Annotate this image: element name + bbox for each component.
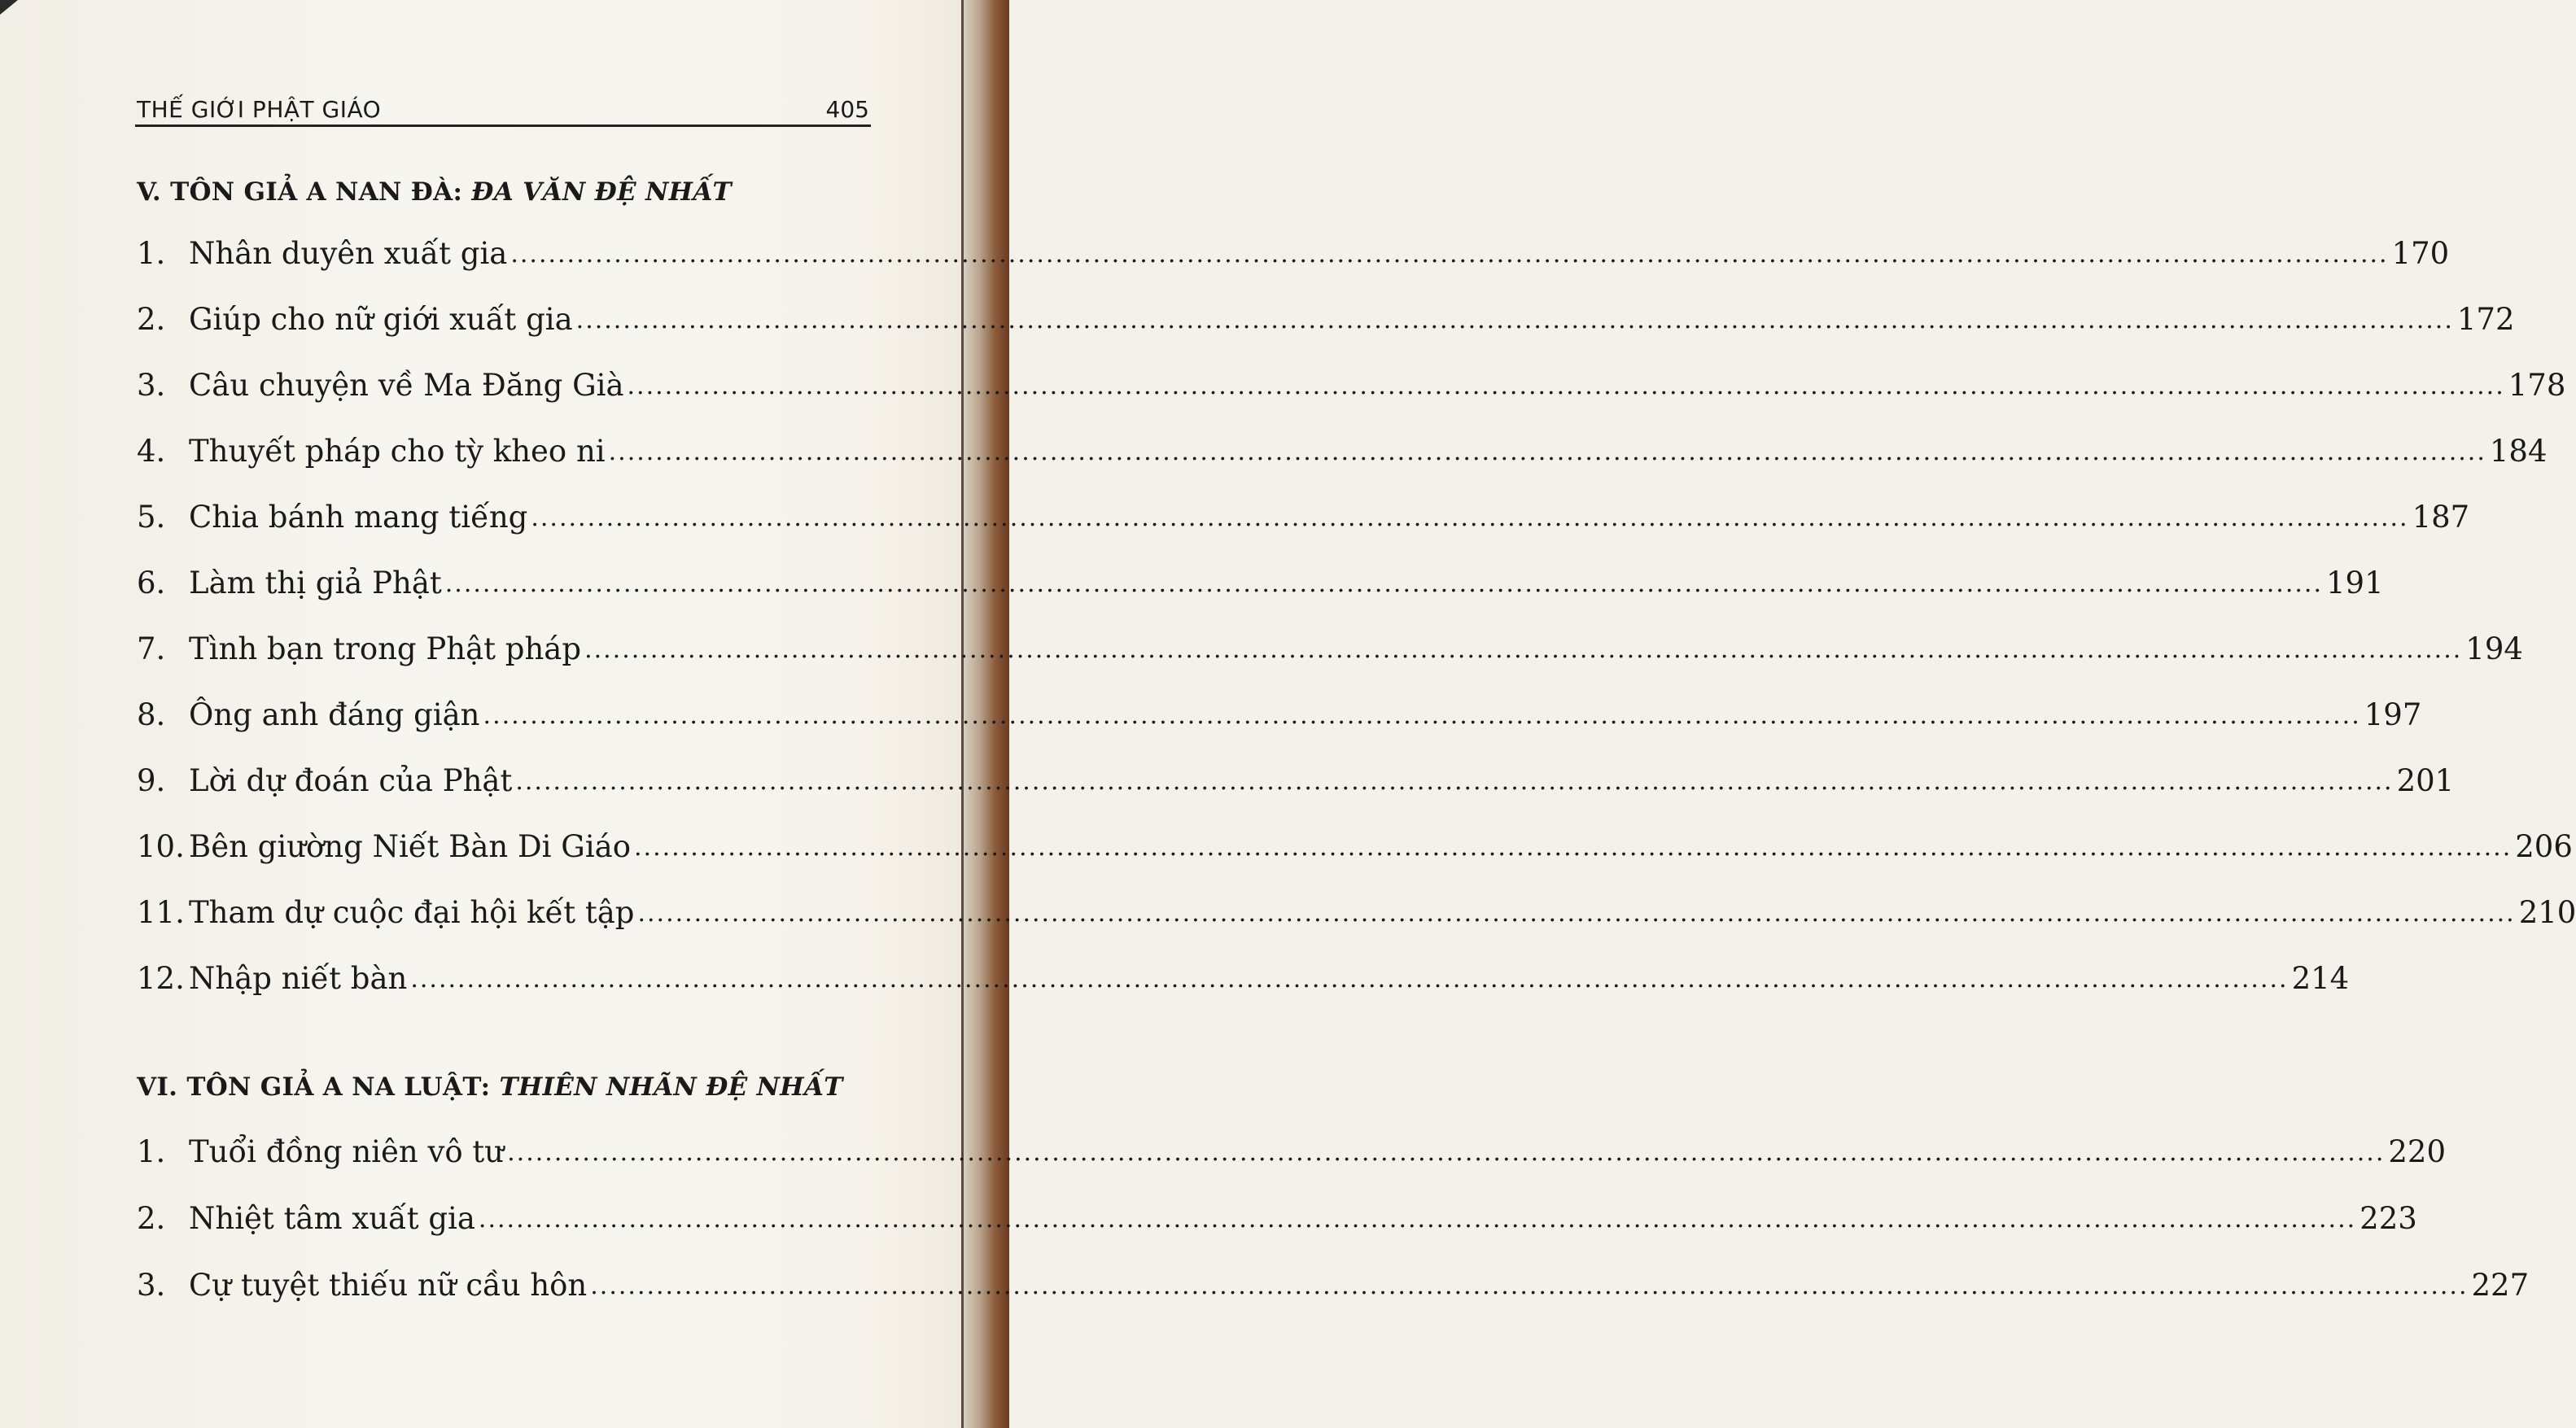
page-number: 405: [825, 96, 869, 123]
toc-entry-title: Nhiệt tâm xuất gia: [189, 1201, 475, 1236]
toc-entry-number: 2.: [137, 1201, 166, 1236]
toc-entry-page: 220: [2388, 1134, 2446, 1169]
toc-entry-title: Nhập niết bàn: [189, 961, 408, 996]
toc-entry-page: 210: [2518, 895, 2576, 930]
toc-entry: [137, 697, 2422, 736]
toc-entry-page: 206: [2515, 829, 2573, 864]
toc-entry-page: 214: [2291, 961, 2350, 996]
dot-leader: ........................................................................................................................................................................................................: [590, 1272, 2469, 1300]
toc-entry-page: 197: [2364, 697, 2422, 732]
dot-leader: ........................................................................................................................................................................................................: [634, 833, 2513, 862]
toc-entry-page: 201: [2396, 763, 2455, 798]
toc-entry-title: Nhân duyên xuất gia: [189, 236, 508, 271]
toc-entry-page: 184: [2489, 434, 2548, 469]
dot-leader: ........................................................................................................................................................................................................: [507, 1138, 2386, 1167]
toc-entry: [137, 1201, 2417, 1240]
toc-entry-title: Cự tuyệt thiếu nữ cầu hôn: [189, 1268, 588, 1303]
dot-leader: ........................................................................................................................................................................................................: [515, 767, 2394, 796]
dot-leader: ........................................................................................................................................................................................................: [510, 240, 2389, 269]
dot-leader: ........................................................................................................................................................................................................: [575, 306, 2454, 334]
toc-entry-title: Tuổi đồng niên vô tư: [189, 1134, 505, 1169]
toc-entry-title: Câu chuyện về Ma Đăng Già: [189, 368, 624, 403]
toc-entry-title: Thuyết pháp cho tỳ kheo ni: [189, 434, 606, 469]
toc-entry: [137, 236, 2450, 275]
toc-entry-title: Lời dự đoán của Phật: [189, 763, 513, 798]
toc-entry-page: 178: [2508, 368, 2566, 403]
toc-entry-page: 187: [2412, 500, 2470, 535]
toc-entry-number: 2.: [137, 302, 166, 337]
toc-entry: [137, 434, 2548, 473]
toc-entry-title: Chia bánh mang tiếng: [189, 500, 528, 535]
section-heading-subtitle: THIÊN NHÃN ĐỆ NHẤT: [499, 1072, 843, 1102]
dot-leader: ........................................................................................................................................................................................................: [627, 372, 2505, 400]
dot-leader: ........................................................................................................................................................................................................: [444, 570, 2323, 598]
dot-leader: ........................................................................................................................................................................................................: [637, 899, 2516, 928]
toc-entry-number: 4.: [137, 434, 166, 469]
toc-entry: [137, 1134, 2446, 1173]
toc-entry-number: 8.: [137, 697, 166, 732]
toc-entry-number: 1.: [137, 236, 166, 271]
section-heading: [137, 1072, 869, 1102]
toc-entry-number: 3.: [137, 368, 166, 403]
dot-leader: ........................................................................................................................................................................................................: [483, 701, 2361, 730]
toc-entry: [137, 302, 2515, 341]
toc-entry-page: 170: [2391, 236, 2450, 271]
toc-entry-title: Tình bạn trong Phật pháp: [189, 631, 582, 666]
toc-entry-number: 11.: [137, 895, 185, 930]
header-rule: [135, 124, 871, 127]
toc-entry: [137, 1268, 2530, 1307]
toc-entry-number: 5.: [137, 500, 166, 535]
toc-entry-title: Làm thị giả Phật: [189, 566, 442, 600]
toc-entry-page: 194: [2465, 631, 2523, 666]
section-heading-subtitle: ĐA VĂN ĐỆ NHẤT: [471, 177, 732, 207]
section-heading-title: VI. TÔN GIẢ A NA LUẬT:: [137, 1072, 500, 1102]
toc-entry-page: 172: [2456, 302, 2515, 337]
toc-entry-number: 10.: [137, 829, 185, 864]
toc-entry: [137, 895, 2576, 934]
toc-entry-number: 3.: [137, 1268, 166, 1303]
dot-leader: ........................................................................................................................................................................................................: [608, 438, 2486, 466]
toc-entry-title: Bên giường Niết Bàn Di Giáo: [189, 829, 632, 864]
toc-entry-number: 1.: [137, 1134, 166, 1169]
toc-entry: [137, 631, 2523, 670]
running-header: [137, 91, 869, 124]
toc-entry: [137, 566, 2384, 605]
toc-entry-number: 12.: [137, 961, 185, 996]
toc-entry-page: 227: [2471, 1268, 2530, 1303]
toc-entry-title: Giúp cho nữ giới xuất gia: [189, 302, 573, 337]
toc-entry-page: 191: [2326, 566, 2384, 600]
toc-entry: [137, 961, 2350, 1000]
section-heading-title: V. TÔN GIẢ A NAN ĐÀ:: [137, 177, 472, 207]
toc-entry-number: 6.: [137, 566, 166, 600]
toc-entry: [137, 368, 2566, 407]
toc-entry: [137, 500, 2470, 539]
corner-mark: [0, 0, 18, 15]
dot-leader: ........................................................................................................................................................................................................: [410, 965, 2289, 993]
toc-entry: [137, 829, 2573, 868]
toc-entry-page: 223: [2360, 1201, 2417, 1236]
dot-leader: ........................................................................................................................................................................................................: [531, 504, 2409, 532]
running-title: THẾ GIỚI PHẬT GIÁO: [137, 96, 382, 123]
toc-entry-title: Ông anh đáng giận: [189, 697, 480, 732]
toc-entry-number: 7.: [137, 631, 166, 666]
toc-entry: [137, 763, 2455, 802]
toc-entry-number: 9.: [137, 763, 166, 798]
dot-leader: ........................................................................................................................................................................................................: [584, 635, 2463, 664]
dot-leader: ........................................................................................................................................................................................................: [478, 1205, 2357, 1234]
toc-entry-title: Tham dự cuộc đại hội kết tập: [189, 895, 635, 930]
section-heading: [137, 177, 869, 207]
